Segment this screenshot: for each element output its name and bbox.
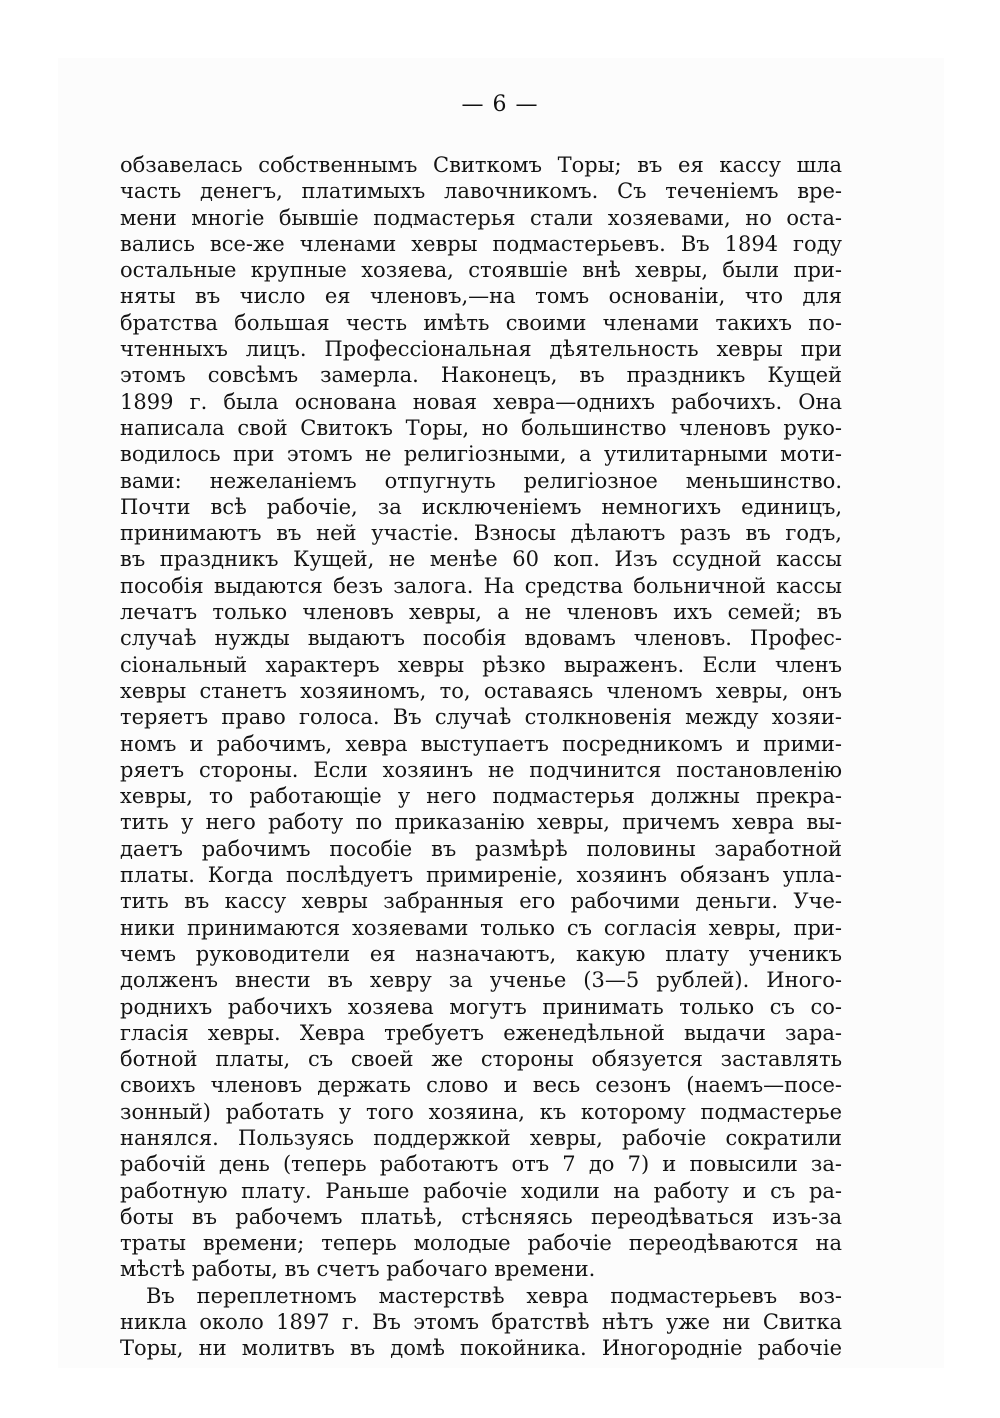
- page-number: — 6 —: [461, 92, 539, 117]
- text-line: мѣстѣ работы, въ счетъ рабочаго времени.: [120, 1257, 596, 1282]
- text-line: въ праздникъ Кущей, не менѣе 60 коп. Изъ ссудной кассы: [120, 547, 842, 572]
- text-line: няты въ число ея членовъ,—на томъ основаніи, что для: [120, 284, 842, 309]
- text-line: номъ и рабочимъ, хевра выступаетъ посредникомъ и прими-: [120, 731, 842, 756]
- text-line: обзавелась собственнымъ Свиткомъ Торы; въ ея кассу шла: [120, 153, 842, 177]
- text-line: платы. Когда послѣдуетъ примиреніе, хозяинъ обязанъ упла-: [120, 863, 842, 888]
- text-line: траты времени; теперь молодые рабочіе переодѣваются на: [120, 1231, 842, 1256]
- text-line: братства большая честь имѣть своими членами такихъ по-: [120, 310, 842, 335]
- text-line: нанялся. Пользуясь поддержкой хевры, рабочіе сократили: [120, 1125, 842, 1150]
- text-line: Торы, ни молитвъ въ домѣ покойника. Иногородніе рабочіе: [120, 1336, 842, 1361]
- text-line: Почти всѣ рабочіе, за исключеніемъ немногихъ единицъ,: [120, 494, 842, 519]
- text-line: остальные крупные хозяева, стоявшіе внѣ хевры, были при-: [120, 258, 842, 283]
- paragraph-2: [120, 1283, 842, 1362]
- text-line: теряетъ право голоса. Въ случаѣ столкновенія между хозяи-: [120, 705, 842, 730]
- text-line: Въ переплетномъ мастерствѣ хевра подмастерьевъ воз-: [146, 1283, 842, 1308]
- text-line: 1899 г. была основана новая хевра—однихъ рабочихъ. Она: [120, 389, 842, 414]
- text-line: тить въ кассу хевры забранныя его рабочими деньги. Уче-: [120, 889, 842, 914]
- text-line: своихъ членовъ держать слово и весь сезонъ (наемъ—посе-: [120, 1073, 842, 1098]
- text-line: боты въ рабочемъ платьѣ, стѣсняясь переодѣваться изъ-за: [120, 1204, 842, 1229]
- text-line: пособія выдаются безъ залога. На средства больничной кассы: [120, 573, 842, 598]
- text-line: ряетъ стороны. Если хозяинъ не подчинится постановленію: [120, 757, 842, 782]
- text-line: тить у него работу по приказанію хевры, причемъ хевра вы-: [120, 810, 842, 835]
- text-line: хевры станетъ хозяиномъ, то, оставаясь членомъ хевры, онъ: [120, 678, 842, 703]
- text-line: случаѣ нужды выдаютъ пособія вдовамъ членовъ. Профес-: [120, 626, 842, 651]
- text-line: гласія хевры. Хевра требуетъ еженедѣльной выдачи зара-: [120, 1020, 842, 1045]
- body-text: [120, 152, 842, 1362]
- text-line: чтенныхъ лицъ. Профессіональная дѣятельность хевры при: [120, 337, 842, 362]
- text-line: роднихъ рабочихъ хозяева могутъ принимать только съ со-: [120, 994, 842, 1019]
- text-line: чемъ руководители ея назначаютъ, какую плату ученикъ: [120, 941, 842, 966]
- text-line: лечатъ только членовъ хевры, а не членовъ ихъ семей; въ: [120, 600, 842, 625]
- text-line: вались все-же членами хевры подмастерьевъ. Въ 1894 году: [120, 231, 842, 256]
- text-line: этомъ совсѣмъ замерла. Наконецъ, въ праздникъ Кущей: [120, 363, 842, 388]
- text-line: даетъ рабочимъ пособіе въ размѣрѣ половины заработной: [120, 836, 842, 861]
- text-line: ники принимаются хозяевами только съ согласія хевры, при-: [120, 915, 842, 940]
- text-line: принимаютъ въ ней участіе. Взносы дѣлаютъ разъ въ годъ,: [120, 521, 842, 546]
- text-line: долженъ внести въ хевру за ученье (3—5 рублей). Иного-: [120, 968, 842, 993]
- text-line: рабочій день (теперь работаютъ отъ 7 до 7) и повысили за-: [120, 1152, 842, 1177]
- text-line: водилось при этомъ не религіозными, а утилитарными моти-: [120, 442, 842, 467]
- text-line: вами: нежеланіемъ отпугнуть религіозное меньшинство.: [120, 468, 842, 493]
- text-line: написала свой Свитокъ Торы, но большинство членовъ руко-: [120, 415, 842, 440]
- text-line: сіональный характеръ хевры рѣзко выраженъ. Если членъ: [120, 652, 842, 677]
- text-line: зонный) работать у того хозяина, къ которому подмастерье: [120, 1099, 842, 1124]
- text-line: ботной платы, съ своей же стороны обязуется заставлять: [120, 1047, 842, 1072]
- text-line: никла около 1897 г. Въ этомъ братствѣ нѣтъ уже ни Свитка: [120, 1310, 842, 1335]
- text-line: мени многіе бывшіе подмастерья стали хозяевами, но оста-: [120, 205, 842, 230]
- text-line: работную плату. Раньше рабочіе ходили на работу и съ ра-: [120, 1178, 842, 1203]
- paragraph-1: [120, 152, 842, 1283]
- text-line: часть денегъ, платимыхъ лавочникомъ. Съ теченіемъ вре-: [120, 179, 842, 204]
- text-line: хевры, то работающіе у него подмастерья должны прекра-: [120, 784, 842, 809]
